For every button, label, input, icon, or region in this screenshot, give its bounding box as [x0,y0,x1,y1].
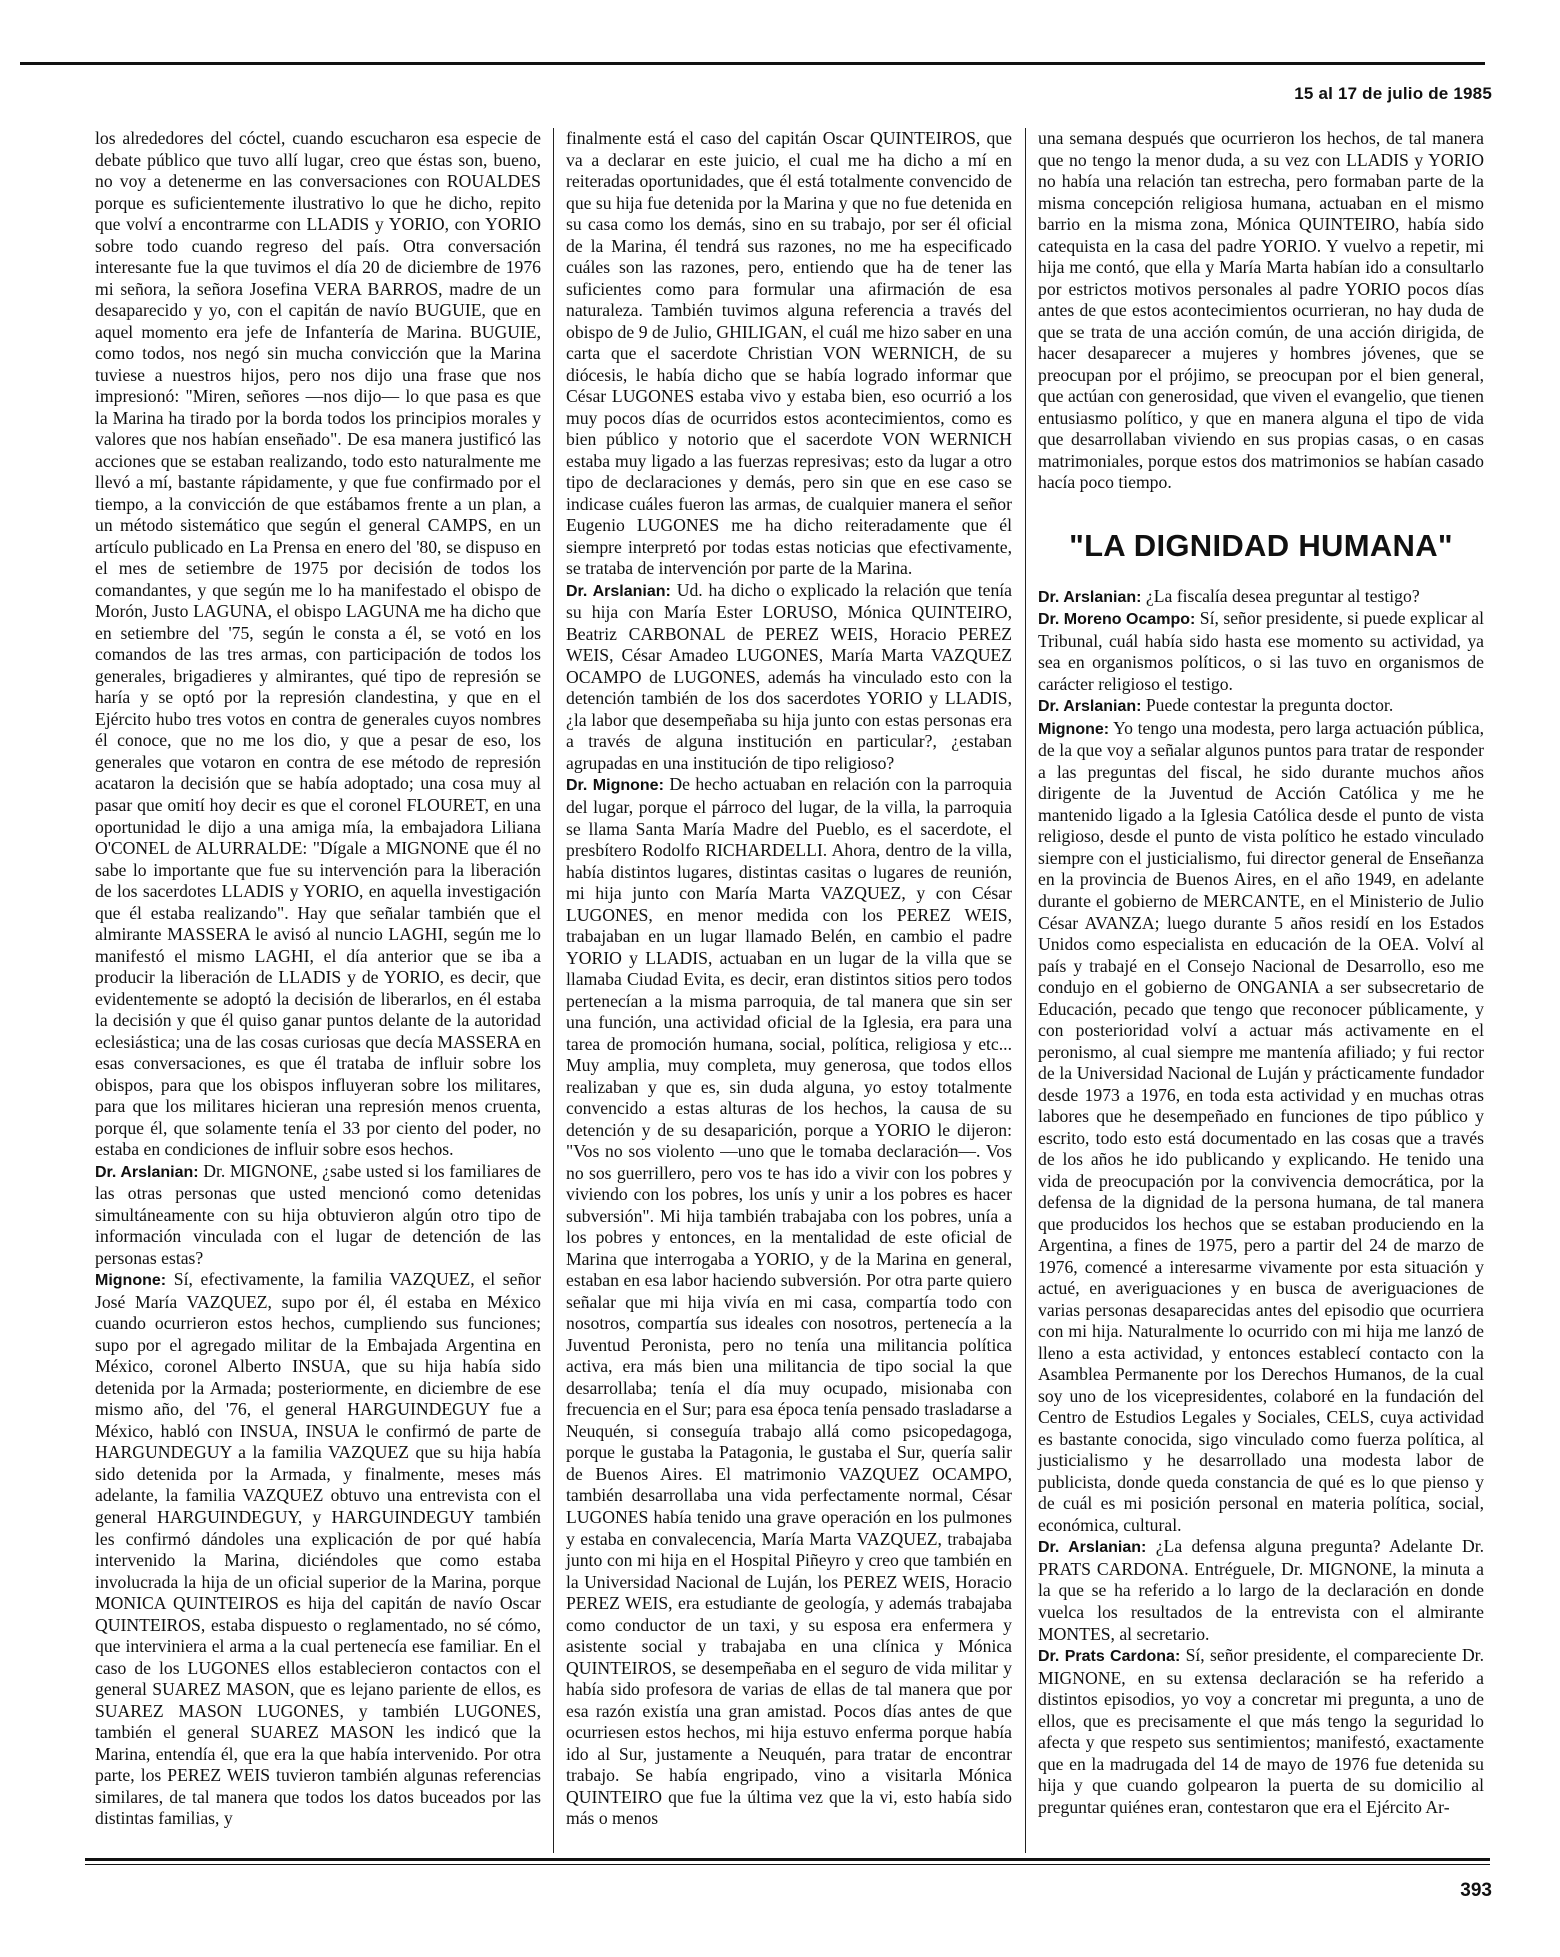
speaker-label: Dr. Arslanian: [566,582,671,600]
section-headline: "LA DIGNIDAD HUMANA" [1069,527,1453,563]
speaker-label: Dr. Arslanian: [95,1163,199,1181]
column-3 [1038,128,1484,1818]
speaker-label: Mignone: [1038,720,1110,738]
speaker-label: Dr. Prats Cardona: [1038,1648,1181,1666]
issue-date: 15 al 17 de julio de 1985 [1294,84,1492,103]
paragraph-text: ¿La fiscalía desea preguntar al testigo? [1145,585,1420,606]
paragraph [1038,695,1484,718]
speaker-label: Dr. Arslanian: [1038,1539,1147,1557]
column-divider [1025,128,1026,1853]
paragraph-text: Yo tengo una modesta, pero larga actuación pública, de la que voy a señalar algunos puntos para tratar de responder a las preguntas del fiscal, he sido durante muchos años dirigente de la Juventud de Acción Católica y me he mantenido ligado a la Iglesia Católica desde el punto de vista religioso, desde el punto de vista político he estado vinculado siempre con el justicialismo, fui director general de Enseñanza en la provincia de Buenos Aires, en el año 1949, en adelante durante el gobierno de MERCANTE, en el Ministerio de Julio César AVANZA; luego durante 5 años residí en los Estados Unidos como especialista en educación de la OEA. Volví al país y trabajé en el Consejo Nacional de Desarrollo, eso me condujo en el gobierno de ONGANIA a ser subsecretario de Educación, pecado que tengo que reconocer públicamente, y con posterioridad volví a actuar más activamente en el peronismo, al cual siempre me mantenía afiliado; y fui rector de la Universidad Nacional de Luján y prácticamente fundador desde 1973 a 1976, en toda esta actividad y en muchas otras labores que he desempeñado en funciones de tipo público y escrito, todo esto está documentado en las cosas que a través de los años he ido publicando y explicando. He tenido una vida de preocupación por la convivencia democrática, por la defensa de la dignidad de la persona humana, de tal manera que producidos los hechos que se estaban produciendo en la Argentina, a fines de 1975, pero a partir del 24 de marzo de 1976, comencé a interesarme vivamente por esta situación y actué, en averiguaciones y en busca de averiguaciones de varias personas desaparecidas antes del episodio que ocurriera con mi hija. Naturalmente lo ocurrido con mi hija me lanzó de lleno a esta actividad, y entonces establecí contacto con la Asamblea Permanente por los Derechos Humanos, de la cual soy uno de los vicepresidentes, colaboré en la fundación del Centro de Estudios Legales y Sociales, CELS, cuya actividad es bastante conocida, sigo vinculado como fuerza política, al justicialismo y he desarrollado una modesta labor de publicista, donde queda constancia de qué es lo que pienso y de cuál es mi posición personal en materia política, social, económica, cultural. [1038,717,1484,1535]
paragraph [566,774,1012,1829]
paragraph-text: una semana después que ocurrieron los hechos, de tal manera que no tengo la menor duda, a su vez con LLADIS y YORIO no había una relación tan estrecha, pero formaban parte de la misma concepción religiosa humana, actuaban en el mismo barrio en la misma zona, Mónica QUINTEIRO, había sido catequista en la casa del padre YORIO. Y vuelvo a repetir, mi hija me contó, que ella y María Marta habían ido a consultarlo por estrictos motivos personales al padre YORIO pocos días antes de que estos acontecimientos ocurrieran, no hay duda de que se trata de una acción común, de una acción dirigida, de hacer desaparecer a mujeres y hombres jóvenes, que se preocupan por el prójimo, se preocupan por el bien general, que actúan con generosidad, que viven el evangelio, que tienen entusiasmo político, y que en manera alguna el tipo de vida que desarrollaban viviendo en sus propias casas, o en casas matrimoniales, porque estos dos matrimonios se habían casado hacía poco tiempo. [1038,128,1484,493]
paragraph [1038,608,1484,695]
paragraph [566,128,1012,580]
paragraph [566,580,1012,775]
paragraph-text: Dr. MIGNONE, ¿sabe usted si los familiares de las otras personas que usted mencionó como detenidas simultáneamente con su hija obtuvieron algún otro tipo de información vinculada con el lugar de detención de las personas estas? [95,1160,542,1268]
paragraph-text: ¿La defensa alguna pregunta? Adelante Dr. PRATS CARDONA. Entréguele, Dr. MIGNONE, la minuta a la que se ha referido a lo largo de la declaración en donde vuelca los resultados de la entrevista con el almirante MONTES, al secretario. [1038,1536,1485,1644]
speaker-label: Dr. Mignone: [566,777,664,795]
paragraph [95,128,541,1161]
footer-rule [85,1858,1490,1861]
header-rule [20,62,1485,65]
paragraph-text: Ud. ha dicho o explicado la relación que tenía su hija con María Ester LORUSO, Mónica QUINTEIRO, Beatriz CARBONAL de PEREZ WEIS, Horacio PEREZ WEIS, César Amadeo LUGONES, María Marta VAZQUEZ OCAMPO de LUGONES, además ha vinculado esto con la detención también de los dos sacerdotes YORIO y LLADIS, ¿la labor que desempeñaba su hija junto con estas personas era a través de alguna institución en particular?, ¿estaban agrupadas en una institución de tipo religioso? [566,579,1012,773]
paragraph-text: los alrededores del cóctel, cuando escucharon esa especie de debate público que tuvo allí lugar, creo que éstas son, bueno, no voy a detenerme en las conversaciones con ROUALDES porque es suficientemente ilustrativo lo que he dicho, repito que volví a encontrarme con LLADIS y YORIO, con YORIO sobre todo cuando regreso del país. Otra conversación interesante fue la que tuvimos el día 20 de diciembre de 1976 mi señora, la señora Josefina VERA BARROS, madre de un desaparecido y yo, con el capitán de navío BUGUIE, que en aquel momento era jefe de Infantería de Marina. BUGUIE, como todos, nos negó sin mucha convicción que la Marina tuviese a nuestros hijos, pero nos dijo una frase que nos impresionó: "Miren, señores —nos dijo— lo que pasa es que la Marina ha tirado por la borda todos los principios morales y valores que nos habían enseñado". De esa manera justificó las acciones que se estaban realizando, todo esto naturalmente me llevó a mí, bastante rápidamente, y que fue confirmado por el tiempo, a la convicción de que estábamos frente a un plan, a un método sistemático que según el general CAMPS, en un artículo publicado en La Prensa en enero del '80, se dispuso en el mes de setiembre de 1975 por decisión de todos los comandantes, y que según me lo ha manifestado el obispo de Morón, Justo LAGUNA, el obispo LAGUNA me ha dicho que en setiembre del '75, según le consta a él, se votó en los comandos de las tres armas, con participación de todos los generales, brigadieres y almirantes, qué tipo de represión se haría y se optó por la represión clandestina, y que en el Ejército hubo tres votos en contra de generales cuyos nombres él conoce, que no me los dio, y que a pesar de eso, los generales que votaron en contra de ese método de represión acataron la decisión que se había adoptado; una cosa muy al pasar que omití hoy decir es que el coronel FLOURET, en una oportunidad le dijo a una amiga mía, la embajadora Liliana O'CONEL de ALURRALDE: "Dígale a MIGNONE que él no sabe lo importante que fue su intervención para la liberación de los sacerdotes LLADIS y YORIO, en aquella investigación que él estaba realizando". Hay que señalar también que el almirante MASSERA le avisó al nuncio LAGHI, según me lo manifestó el mismo LAGHI, el día anterior que se iba a producir la liberación de LLADIS y de YORIO, es decir, que evidentemente se adoptó la decisión de liberarlos, en él estaba la decisión y que él quiso ganar puntos delante de la autoridad eclesiástica; una de las cosas curiosas que decía MASSERA en esas conversaciones, es que él trataba de influir sobre los obispos, para que los obispos influyeran sobre los militares, para que los militares hicieran una represión menos cruenta, porque él, que solamente tenía el 33 por ciento del poder, no estaba en condiciones de influir sobre esos hechos. [95,128,541,1160]
paragraph-text: Sí, señor presidente, si puede explicar al Tribunal, cuál había sido hasta ese momento su actividad, ya sea en organismos políticos, o si las tuvo en organismos de carácter religioso el testigo. [1038,608,1484,694]
paragraph [1038,1645,1484,1818]
speaker-label: Dr. Moreno Ocampo: [1038,611,1196,629]
footer-rule-thin [85,1864,1490,1865]
speaker-label: Dr. Arslanian: [1038,698,1142,716]
paragraph-text: Sí, señor presidente, el compareciente Dr. MIGNONE, en su extensa declaración se ha referido a distintos episodios, yo voy a concretar mi pregunta, a uno de ellos, que es precisamente el que más tengo la seguridad lo afecta y que respeto sus sentimientos; manifestó, exactamente que en la madrugada del 14 de mayo de 1976 fue detenida su hija y que cuando golpearon la puerta de su domicilio al preguntar quiénes eran, contestaron que era el Ejército Ar- [1038,1645,1484,1817]
speaker-label: Mignone: [95,1272,167,1290]
paragraph [1038,128,1484,494]
paragraph [1038,1536,1484,1645]
page-number: 393 [1460,1880,1492,1901]
speaker-label: Dr. Arslanian: [1038,588,1142,606]
paragraph [1038,718,1484,1537]
paragraph-text: De hecho actuaban en relación con la parroquia del lugar, porque el párroco del lugar, de la villa, la parroquia se llama Santa María Madre del Pueblo, es el sacerdote, el presbítero Rodolfo RICHARDELLI. Ahora, dentro de la villa, había distintos lugares, distintas casitas o lugares de reunión, mi hija junto con María Marta VAZQUEZ, y con César LUGONES, en menor medida con los PEREZ WEIS, trabajaban en un lugar llamado Belén, en cambio el padre YORIO y LLADIS, actuaban en un lugar de la villa que se llamaba Ciudad Evita, es decir, eran distintos sitios pero todos pertenecían a la misma parroquia, de tal manera que sin ser una función, una actividad oficial de la Iglesia, era para una tarea de promoción humana, social, política, religiosa y etc... Muy amplia, muy completa, muy generosa, que todos ellos realizaban y que es, sin duda alguna, yo estoy totalmente convencido a estas alturas de los hechos, la causa de su detención y de su desaparición, porque a YORIO le dijeron: "Vos no sos violento —uno que le tomaba declaración—. Vos no sos guerrillero, pero vos te has ido a vivir con los pobres y viviendo con los pobres, los unís y unir a los pobres es hacer subversión". Mi hija también trabajaba con los pobres, unía a los pobres y entonces, en la mentalidad de este oficial de Marina que interrogaba a YORIO, y de la Marina en general, estaban en esa labor haciendo subversión. Por otra parte quiero señalar que mi hija vivía en mi casa, compartía todo con nosotros, compartía sus ideales con nosotros, pertenecía a la Juventud Peronista, pero no tenía una militancia política activa, era más bien una militancia de tipo social la que desarrollaba; tenía el día muy ocupado, misionaba con frecuencia en el Sur; para esa época tenía pensado trasladarse a Neuquén, si conseguía trabajo allá como psicopedagoga, porque le gustaba la Patagonia, le gustaba el Sur, quería salir de Buenos Aires. El matrimonio VAZQUEZ OCAMPO, también desarrollaba una vida perfectamente normal, César LUGONES había tenido una grave operación en los pulmones y estaba en convalecencia, María Marta VAZQUEZ, trabajaba junto con mi hija en el Hospital Piñeyro y creo que también en la Universidad Nacional de Luján, los PEREZ WEIS, Horacio PEREZ WEIS, era estudiante de geología, y además trabajaba como conductor de un taxi, y su esposa era enfermera y asistente social y trabajaba en una clínica y Mónica QUINTEIROS, se desempeñaba en el seguro de vida militar y había sido profesora de varias de ellas de tal manera que por esa razón existía una gran amistad. Pocos días antes de que ocurriesen estos hechos, mi hija estuvo enferma porque había ido al Sur, justamente a Neuquén, para tratar de encontrar trabajo. Se había engripado, vino a visitarla Mónica QUINTEIRO que fue la última vez que la vi, esto había sido más o menos [566,774,1012,1829]
paragraph [95,1269,541,1829]
paragraph [1038,586,1484,609]
paragraph-text: Puede contestar la pregunta doctor. [1145,695,1394,716]
paragraph-text: Sí, efectivamente, la familia VAZQUEZ, el señor José María VAZQUEZ, supo por él, él estaba en México cuando ocurrieron estos hechos, cumpliendo sus funciones; supo por el agregado militar de la Embajada Argentina en México, coronel Alberto INSUA, que su hija había sido detenida por la Armada; posteriormente, en diciembre de ese mismo año, del '76, el general HARGUINDEGUY fue a México, habló con INSUA, INSUA le confirmó de parte de HARGUNDEGUY a la familia VAZQUEZ que su hija había sido detenida por la Armada, y finalmente, meses más adelante, la familia VAZQUEZ obtuvo una entrevista con el general HARGUINDEGUY, y HARGUINDEGUY también les confirmó dándoles una explicación de por qué había intervenido la Marina, diciéndoles que como estaba involucrada la hija de un oficial superior de la Marina, porque MONICA QUINTEIROS es hija del capitán de navío Oscar QUINTEIROS, estaba dispuesto o reglamentado, no sé cómo, que interviniera el arma a la cual pertenecía ese familiar. En el caso de los LUGONES ellos establecieron contactos con el general SUAREZ MASON, que es lejano pariente de ellos, es SUAREZ MASON LUGONES, y también LUGONES, también el general SUAREZ MASON les indicó que la Marina, entendía él, que era la que había intervenido. Por otra parte, los PEREZ WEIS tuvieron también algunas referencias similares, de tal manera que todos los datos buceados por las distintas familias, y [95,1269,541,1829]
column-divider [553,128,554,1853]
paragraph [95,1161,541,1270]
paragraph-text: finalmente está el caso del capitán Oscar QUINTEIROS, que va a declarar en este juicio, el cual me ha dicho a mí en reiteradas oportunidades, que él está totalmente convencido de que su hija fue detenida por la Marina y que no fue detenida en su casa como los demás, sino en su trabajo, por ser él oficial de la Marina, él tendrá sus razones, no me ha especificado cuáles son las razones, pero, entiendo que ha de tener las suficientes como para formular una afirmación de esa naturaleza. También tuvimos alguna referencia a través del obispo de 9 de Julio, GHILIGAN, el cuál me hizo saber en una carta que el sacerdote Christian VON WERNICH, de su diócesis, le había dicho que se había logrado informar que César LUGONES estaba vivo y estaba bien, eso ocurrió a los muy pocos días de ocurridos estos acontecimientos, como es bien público y notorio que el sacerdote VON WERNICH estaba muy ligado a las fuerzas represivas; esto da lugar a otro tipo de declaraciones y demás, pero sin que en ese caso se indicase cuáles fueron las armas, de cualquier manera el señor Eugenio LUGONES me ha dicho reiteradamente que él siempre interpretó por todas estas noticias que efectivamente, se trataba de intervención por parte de la Marina. [566,128,1012,579]
column-3-bottom [1038,586,1484,1818]
column-2 [566,128,1012,1830]
column-3-top [1038,128,1484,494]
column-1 [95,128,541,1830]
